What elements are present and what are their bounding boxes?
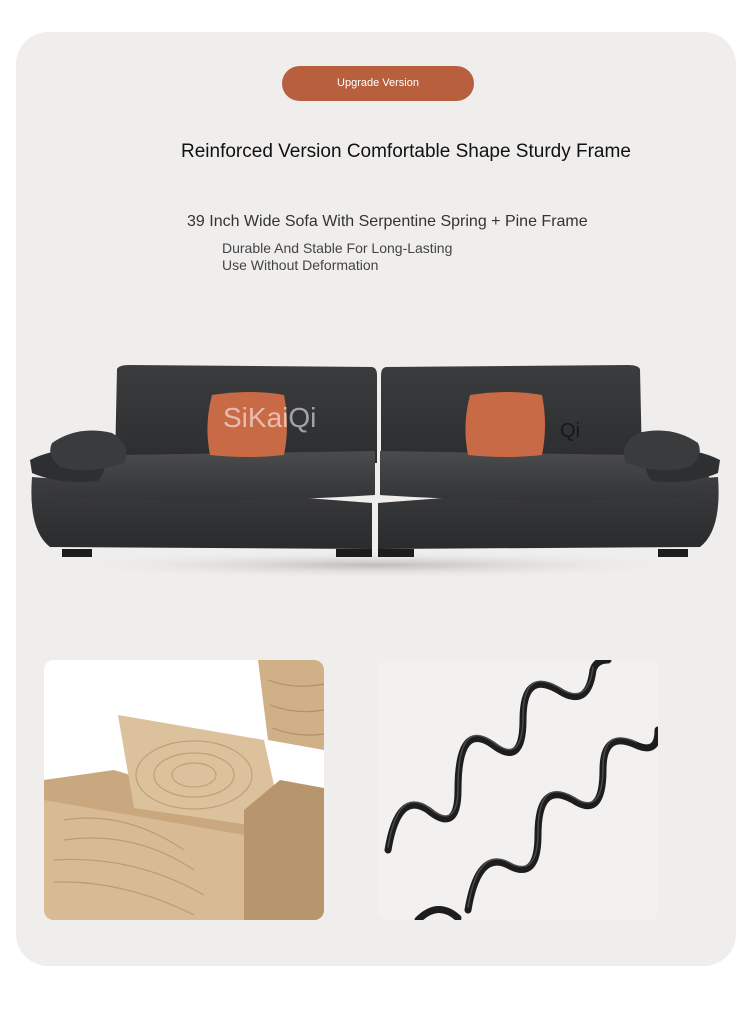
headline: Reinforced Version Comfortable Shape Sturdy Frame [181, 141, 631, 162]
pine-wood-image [44, 660, 324, 920]
watermark-right: Qi [560, 420, 580, 442]
sofa-image [20, 355, 730, 585]
detail-text [222, 240, 542, 274]
upgrade-badge: Upgrade Version [282, 66, 474, 101]
detail-line-1: Durable And Stable For Long-Lasting [222, 240, 453, 256]
subline: 39 Inch Wide Sofa With Serpentine Spring + Pine Frame [187, 213, 588, 230]
detail-line-2: Use Without Deformation [222, 257, 379, 273]
serpentine-spring-image [378, 660, 658, 920]
watermark-left: SiKaiQi [223, 402, 317, 433]
